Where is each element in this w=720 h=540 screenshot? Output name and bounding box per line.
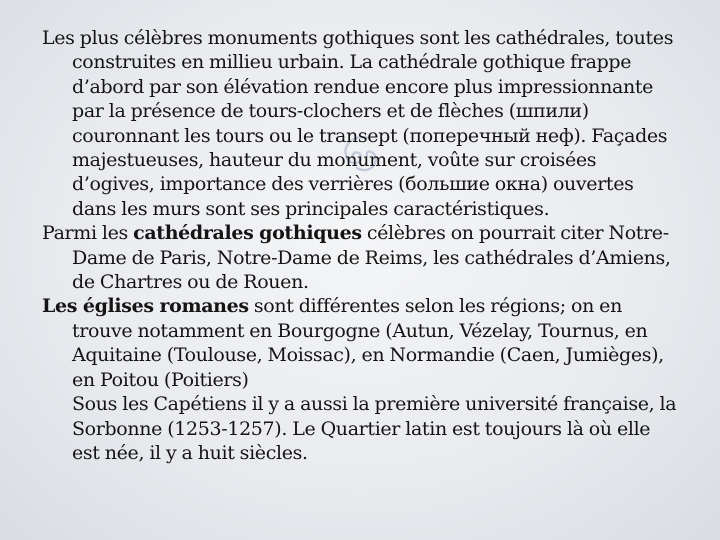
paragraph-text: Sous les Capétiens il y a aussi la première université française, la Sorbonne (1253-1257). Le Quartier latin est toujours là où elle est née, il y a huit siècles. xyxy=(72,393,677,464)
paragraph-gothic-cathedrals xyxy=(42,26,682,221)
bold-term: Les églises romanes xyxy=(42,295,249,318)
bold-term: cathédrales gothiques xyxy=(133,222,362,245)
paragraph-romanesque-churches xyxy=(42,294,682,392)
paragraph-rest: sont différentes selon les régions; on en trouve notamment en Bourgogne (Autun, Vézelay, Tournus, en Aquitaine (Toulouse, Moissac), en Normandie (Caen, Jumièges), en Poitou (Poitiers) xyxy=(72,295,664,391)
paragraph-sorbonne xyxy=(42,392,682,465)
paragraph-rest: célèbres on pourrait citer Notre-Dame de Paris, Notre-Dame de Reims, les cathédrales d’Amiens, de Chartres ou de Rouen. xyxy=(72,222,671,294)
paragraph-famous-cathedrals xyxy=(42,221,682,294)
paragraph-text: Les plus célèbres monuments gothiques sont les cathédrales, toutes construites en millieu urbain. La cathédrale gothique frappe d’abord par son élévation rendue encore plus impressionnante par la présence de tours-clochers et de flèches (шпили) couronnant les tours ou le transept (поперечный неф). Façades majestueuses, hauteur du monument, voûte sur croisées d’ogives, importance des verrières (большие окна) ouvertes dans les murs sont ses principales caractéristiques. xyxy=(42,27,674,220)
body-text xyxy=(42,26,682,465)
paragraph-prefix: Parmi les xyxy=(42,222,134,245)
